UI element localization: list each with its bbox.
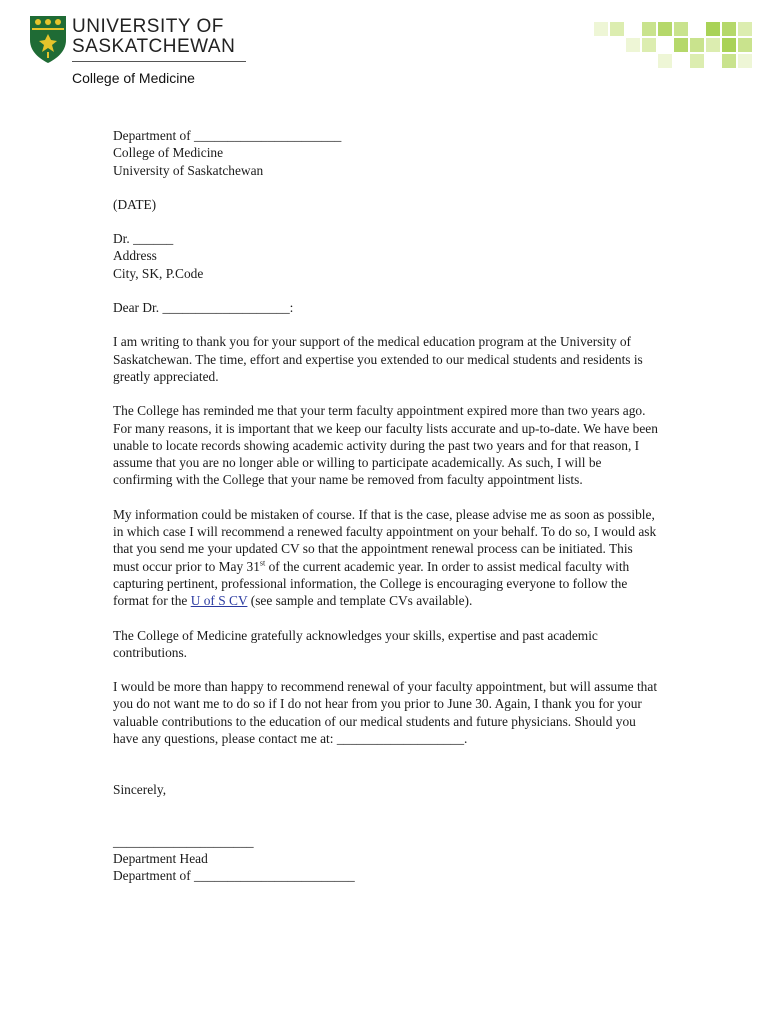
cv-format-link[interactable]: U of S CV (190, 593, 248, 609)
letter-date: (DATE) (113, 196, 157, 212)
letterhead-divider (72, 61, 246, 62)
signer-department: Department of ________________________ (113, 868, 355, 884)
closing: Sincerely, (113, 782, 167, 798)
university-crest-icon (28, 14, 68, 64)
letter-body (113, 127, 658, 885)
university-name-line1: UNIVERSITY OF (72, 16, 224, 37)
sender-department: Department of ______________________ (113, 128, 342, 143)
paragraph-renewal-request (113, 506, 658, 610)
recipient-city: City, SK, P.Code (113, 265, 204, 281)
signature-line: _____________________ (113, 833, 254, 849)
sender-college: College of Medicine (113, 145, 224, 161)
paragraph-renewal-text-1: My information could be mistaken of course. If that is the case, please advise me as soon as possible, in which case I will recommend a renewed faculty appointment on your behalf. To do so, I would ask that you send me your updated CV so that the appointment renewal process can be initiated. This must occur prior to May 31 (113, 506, 657, 574)
signer-title: Department Head (113, 850, 208, 866)
paragraph-renewal-text-3: (see sample and template CVs available). (247, 593, 473, 609)
recipient-name: Dr. ______ (113, 231, 174, 247)
ordinal-suffix: st (259, 558, 266, 568)
paragraph-acknowledgement: The College of Medicine gratefully acknowledges your skills, expertise and past academic contributions. (113, 627, 598, 660)
paragraph-thanks: I am writing to thank you for your support of the medical education program at the University of Saskatchewan. The time, effort and expertise you extended to our medical students and residents is greatly appreciated. (113, 334, 643, 384)
paragraph-contact: I would be more than happy to recommend renewal of your faculty appointment, but will assume that you do not want me to do so if I do not hear from you prior to June 30. Again, I thank you for your valuable contributions to the education of our medical students and future physicians. Should you have any questions, please contact me at: ___________________. (113, 679, 658, 747)
recipient-address: Address (113, 248, 157, 264)
paragraph-renewal-text-2: of the current academic year. In order to assist medical faculty with capturing pertinent, professional information, the College is encouraging everyone to follow the format for the (113, 558, 630, 609)
paragraph-appointment-expired: The College has reminded me that your term faculty appointment expired more than two years ago. For many reasons, it is important that we keep our faculty lists accurate and up-to-date. We have been unable to locate records showing academic activity during the past two years and for that reason, I assume that you are no longer able or willing to participate academically. As such, I will be confirming with the College that your name be removed from faculty appointment lists. (113, 403, 658, 488)
decorative-mosaic (560, 20, 760, 76)
letterhead (28, 14, 248, 94)
salutation: Dear Dr. ___________________: (113, 300, 294, 316)
university-name-line2: SASKATCHEWAN (72, 36, 236, 57)
sender-university: University of Saskatchewan (113, 162, 264, 178)
college-name: College of Medicine (72, 70, 195, 86)
